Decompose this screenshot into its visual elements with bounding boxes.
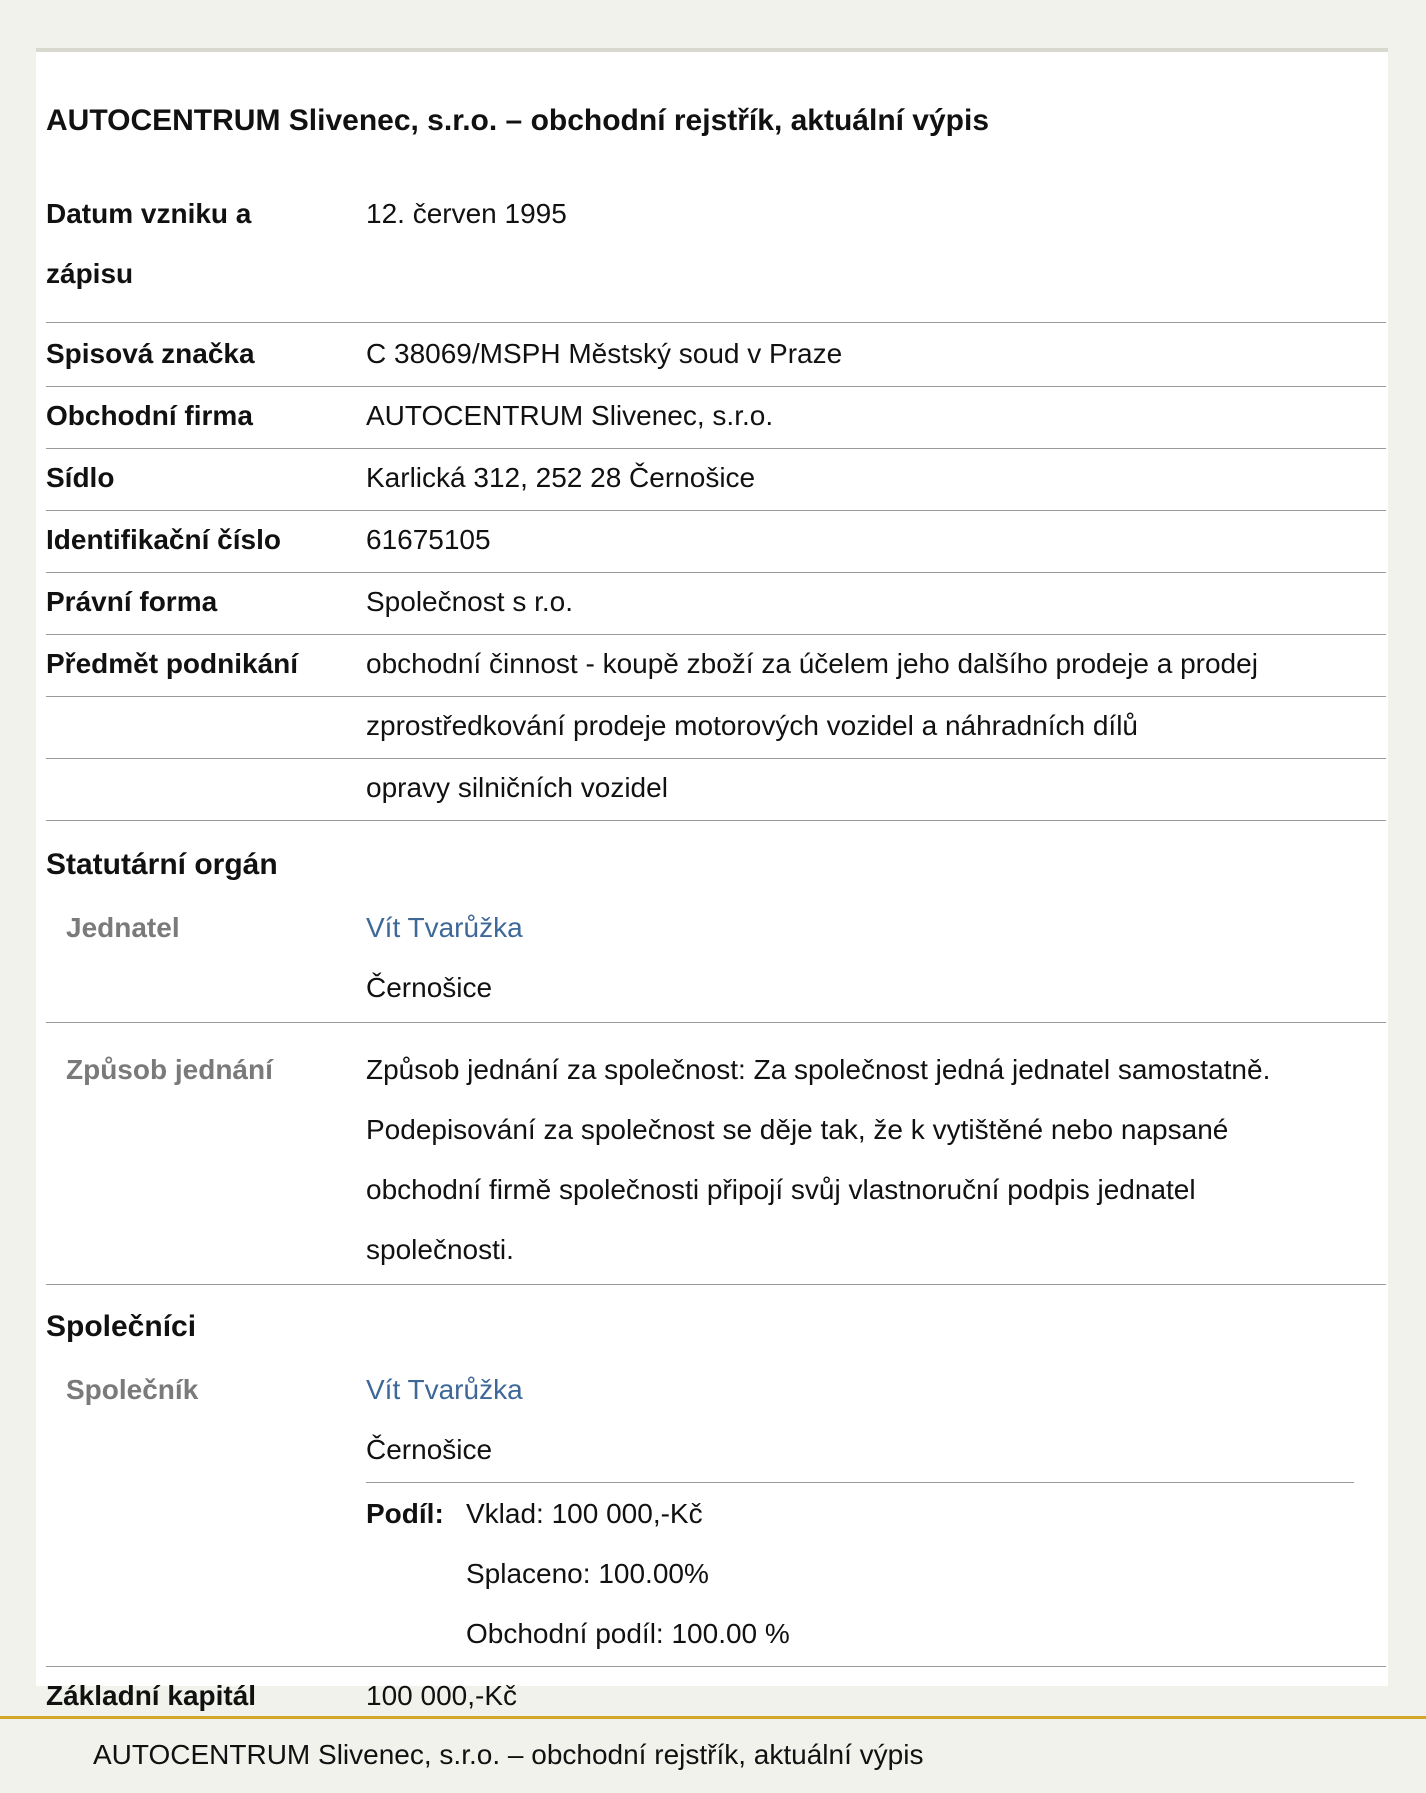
row-sublabel: Společník xyxy=(66,1374,199,1405)
jednatel-name-link[interactable]: Vít Tvarůžka xyxy=(366,912,523,943)
row-value: 100 000,-Kč xyxy=(366,1680,517,1711)
row-value: obchodní činnost - koupě zboží za účelem jeho dalšího prodeje a prodej xyxy=(366,648,1258,679)
row-value xyxy=(366,1360,1366,1480)
row-label: Obchodní firma xyxy=(46,400,253,431)
row-value: C 38069/MSPH Městský soud v Praze xyxy=(366,338,843,369)
zpusob-line: Podepisování za společnost se děje tak, že k vytištěné nebo napsané xyxy=(366,1114,1229,1145)
row-sublabel: Jednatel xyxy=(66,912,180,943)
row-value: 12. červen 1995 xyxy=(366,198,567,229)
zpusob-line: Způsob jednání za společnost: Za společnost jedná jednatel samostatně. xyxy=(366,1054,1271,1085)
page-title: AUTOCENTRUM Slivenec, s.r.o. – obchodní rejstřík, aktuální výpis xyxy=(46,104,990,137)
register-card xyxy=(36,48,1388,1711)
row-spolecnik xyxy=(46,1360,1386,1667)
row-value: opravy silničních vozidel xyxy=(366,772,668,803)
spolecnik-city: Černošice xyxy=(366,1434,493,1465)
row-jednatel xyxy=(46,898,1386,1023)
row-value xyxy=(366,1040,1366,1280)
podil-details xyxy=(466,1484,790,1664)
podil-divider xyxy=(366,1482,1354,1483)
podil-label: Podíl: xyxy=(366,1498,444,1529)
podil-vklad: Vklad: 100 000,-Kč xyxy=(466,1498,703,1529)
row-label xyxy=(46,184,346,304)
row-value: Společnost s r.o. xyxy=(366,586,574,617)
row-predmet-2 xyxy=(46,696,1386,759)
row-value: 61675105 xyxy=(366,524,491,555)
podil-obchodni: Obchodní podíl: 100.00 % xyxy=(466,1618,790,1649)
row-value: AUTOCENTRUM Slivenec, s.r.o. xyxy=(366,400,774,431)
footer-title: AUTOCENTRUM Slivenec, s.r.o. – obchodní rejstřík, aktuální výpis xyxy=(93,1739,924,1770)
zpusob-line: obchodní firmě společnosti připojí svůj vlastnoruční podpis jednatel xyxy=(366,1174,1196,1205)
row-value: Karlická 312, 252 28 Černošice xyxy=(366,462,756,493)
row-sidlo xyxy=(46,448,1386,511)
row-label: Předmět podnikání xyxy=(46,648,299,679)
label-line: Datum vzniku a xyxy=(46,198,252,229)
row-label: Právní forma xyxy=(46,586,218,617)
zpusob-line: společnosti. xyxy=(366,1234,514,1265)
row-forma xyxy=(46,572,1386,635)
row-value: zprostředkování prodeje motorových vozidel a náhradních dílů xyxy=(366,710,1138,741)
row-value xyxy=(366,898,1366,1018)
row-label: Sídlo xyxy=(46,462,115,493)
footer xyxy=(0,1716,1426,1793)
row-spisova xyxy=(46,324,1386,387)
row-predmet-3 xyxy=(46,758,1386,821)
label-line: zápisu xyxy=(46,258,134,289)
row-label: Spisová značka xyxy=(46,338,255,369)
jednatel-city: Černošice xyxy=(366,972,493,1003)
row-ico xyxy=(46,510,1386,573)
row-zpusob xyxy=(46,1040,1386,1285)
spolecnik-name-link[interactable]: Vít Tvarůžka xyxy=(366,1374,523,1405)
row-label: Identifikační číslo xyxy=(46,524,281,555)
row-sublabel: Způsob jednání xyxy=(66,1054,273,1085)
row-predmet-1 xyxy=(46,634,1386,697)
row-label: Základní kapitál xyxy=(46,1680,257,1711)
podil-splaceno: Splaceno: 100.00% xyxy=(466,1558,709,1589)
section-heading-statutarni: Statutární orgán xyxy=(46,848,278,881)
section-heading-spolecnici: Společníci xyxy=(46,1310,197,1343)
row-firma xyxy=(46,386,1386,449)
row-datum xyxy=(46,184,1386,323)
